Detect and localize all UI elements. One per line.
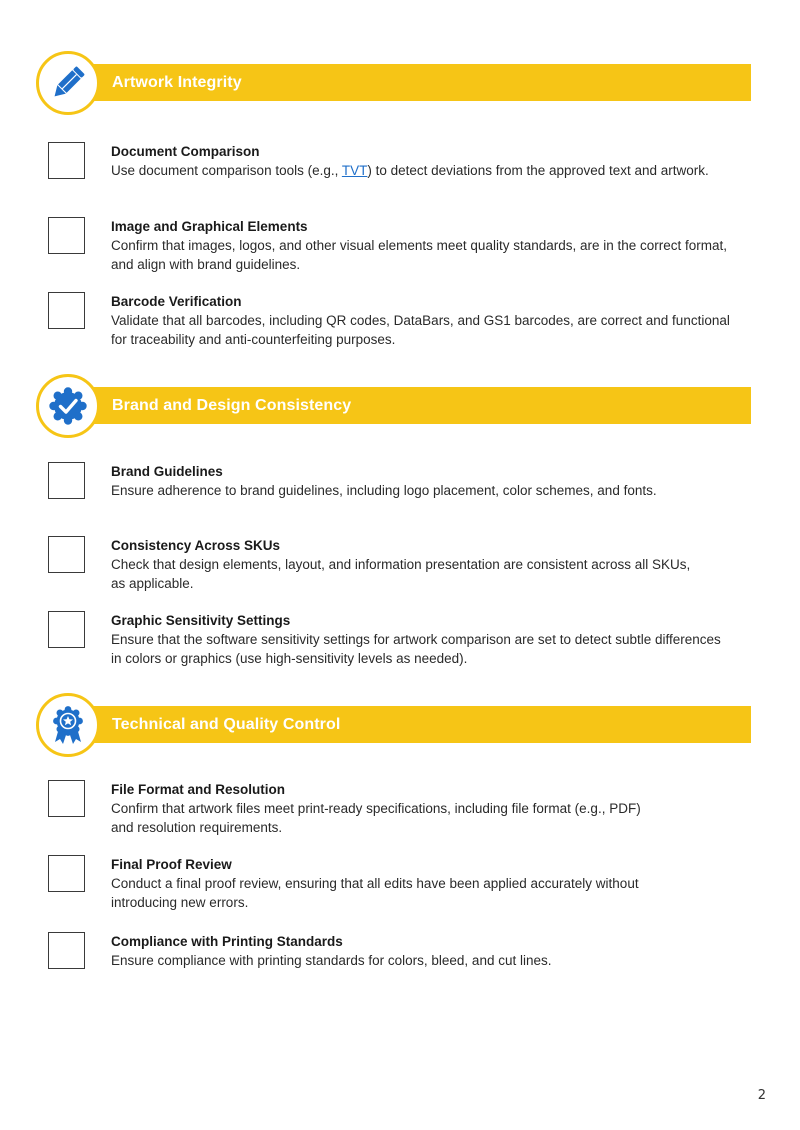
- item-text: [111, 536, 751, 593]
- checkbox[interactable]: [48, 536, 85, 573]
- item-description-line: Ensure that the software sensitivity settings for artwork comparison are set to detect subtle differences: [111, 632, 721, 647]
- award-ribbon-icon: [47, 704, 89, 746]
- checkbox[interactable]: [48, 855, 85, 892]
- section-icon-circle: [36, 693, 100, 757]
- item-heading: Brand Guidelines: [111, 464, 223, 479]
- checkbox[interactable]: [48, 611, 85, 648]
- item-description-line: and resolution requirements.: [111, 820, 283, 835]
- item-heading: Graphic Sensitivity Settings: [111, 613, 291, 628]
- item-description-line: Validate that all barcodes, including QR codes, DataBars, and GS1 barcodes, are correct and functional: [111, 313, 730, 328]
- item-text: [111, 855, 751, 912]
- checkbox[interactable]: [48, 292, 85, 329]
- item-text: [111, 142, 751, 180]
- item-heading: Document Comparison: [111, 144, 260, 159]
- item-description-line: Ensure compliance with printing standards for colors, bleed, and cut lines.: [111, 953, 552, 968]
- item-description-line: and align with brand guidelines.: [111, 257, 301, 272]
- checkbox[interactable]: [48, 780, 85, 817]
- item-description-line: Check that design elements, layout, and information presentation are consistent across all SKUs,: [111, 557, 691, 572]
- item-text: [111, 780, 751, 837]
- item-heading: Barcode Verification: [111, 294, 242, 309]
- section-header-artwork-integrity: [36, 51, 751, 115]
- checkbox[interactable]: [48, 217, 85, 254]
- item-description-part: Use document comparison tools (e.g.,: [111, 163, 342, 178]
- item-text: [111, 462, 751, 500]
- item-description-line: in colors or graphics (use high-sensitivity levels as needed).: [111, 651, 468, 666]
- item-heading: Final Proof Review: [111, 857, 232, 872]
- section-header-brand-design: [36, 374, 751, 438]
- item-heading: Compliance with Printing Standards: [111, 934, 343, 949]
- item-description: [111, 161, 751, 180]
- item-description-line: Confirm that images, logos, and other visual elements meet quality standards, are in the correct format,: [111, 238, 728, 253]
- checkbox[interactable]: [48, 932, 85, 969]
- section-title: Technical and Quality Control: [112, 716, 341, 733]
- item-description-line: Conduct a final proof review, ensuring that all edits have been applied accurately without: [111, 876, 639, 891]
- section-icon-circle: [36, 374, 100, 438]
- section-title: Brand and Design Consistency: [112, 397, 352, 414]
- checkbox[interactable]: [48, 462, 85, 499]
- item-description-line: Ensure adherence to brand guidelines, including logo placement, color schemes, and fonts.: [111, 483, 657, 498]
- section-icon-circle: [36, 51, 100, 115]
- section-header-technical-quality: [36, 693, 751, 757]
- tvt-link[interactable]: TVT: [341, 163, 368, 178]
- item-heading: Image and Graphical Elements: [111, 219, 308, 234]
- checkbox[interactable]: [48, 142, 85, 179]
- item-description-line: Confirm that artwork files meet print-ready specifications, including file format (e.g., PDF): [111, 801, 641, 816]
- section-title: Artwork Integrity: [112, 74, 242, 91]
- item-description-line: as applicable.: [111, 576, 194, 591]
- item-text: [111, 217, 751, 274]
- item-text: [111, 292, 751, 349]
- item-heading: File Format and Resolution: [111, 782, 286, 797]
- item-heading: Consistency Across SKUs: [111, 538, 281, 553]
- page-number: 2: [757, 1088, 766, 1103]
- item-text: [111, 611, 751, 668]
- item-description-part: ) to detect deviations from the approved text and artwork.: [367, 163, 709, 178]
- item-text: [111, 932, 751, 970]
- item-description-line: for traceability and anti-counterfeiting purposes.: [111, 332, 396, 347]
- badge-check-icon: [47, 385, 89, 427]
- pencil-icon: [47, 62, 89, 104]
- item-description-line: introducing new errors.: [111, 895, 249, 910]
